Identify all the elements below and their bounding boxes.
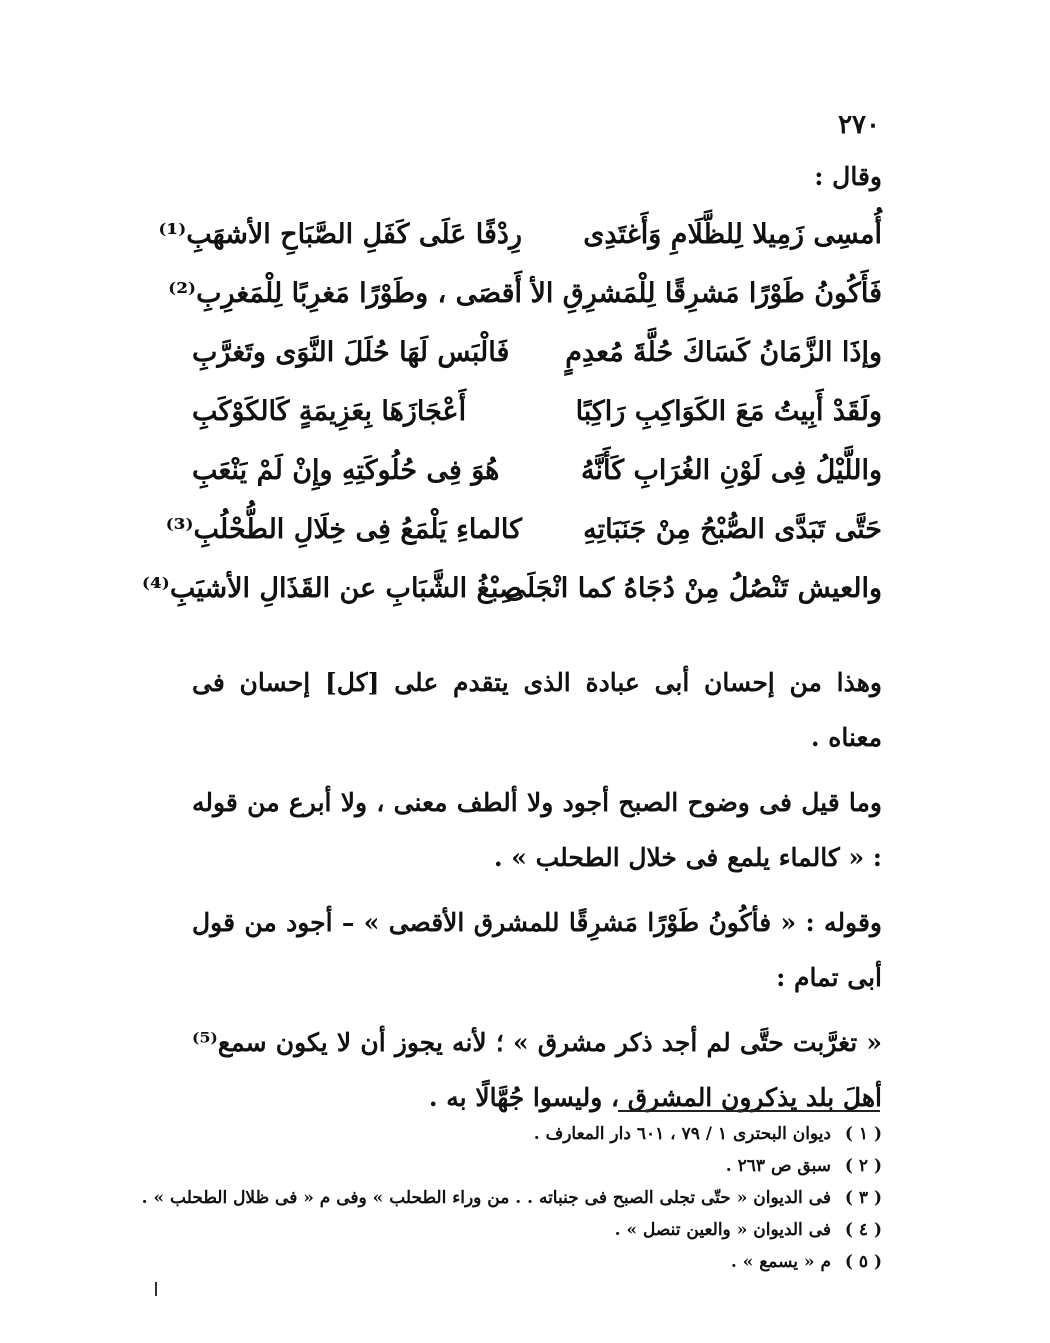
verse-first-hemistich: حَتَّى تَبَدَّى الصُّبْحُ مِنْ جَنَبَاتِهِ bbox=[583, 514, 882, 545]
poem-verse bbox=[192, 441, 882, 500]
footnote bbox=[192, 1118, 882, 1150]
verse-second-hemistich: صِبْغُ الشَّبَابِ عن القَذَالِ الأشيَبِ⁽⁴⁾ bbox=[141, 573, 522, 604]
footnote-number: ( ١ ) bbox=[844, 1124, 882, 1144]
body-paragraph: وقوله : « فأكُونُ طَوْرًا مَشرِقًا للمشرق الأقصى » – أجود من قول أبى تمام : bbox=[192, 908, 882, 992]
margin-mark bbox=[155, 1282, 157, 1296]
poem-intro: وقال : bbox=[814, 162, 882, 191]
verse-second-hemistich: كالماءِ يَلْمَعُ فِى خِلَالِ الطُّحْلُبِ⁽³⁾ bbox=[165, 514, 522, 545]
verse-first-hemistich: فَأَكُونُ طَوْرًا مَشرِقًا لِلْمَشرِقِ الأ bbox=[530, 278, 882, 309]
poem-verse bbox=[165, 500, 882, 559]
verse-first-hemistich: وإذَا الزَّمَانُ كَسَاكَ حُلَّةَ مُعدِمٍ bbox=[565, 337, 882, 368]
footnote-number: ( ٢ ) bbox=[844, 1156, 882, 1176]
footnote-number: ( ٥ ) bbox=[844, 1252, 882, 1272]
footnote-text: ديوان البحترى ١ / ٧٩ ، ٦٠١ دار المعارف . bbox=[533, 1124, 831, 1144]
body-paragraph: « تغرَّبت حتَّى لم أجد ذكر مشرق » ؛ لأنه يجوز أن لا يكون سمع⁽⁵⁾ أهلَ بلد يذكرون المشرق ، وليسوا جُهَّالًا به . bbox=[192, 1028, 882, 1112]
poem-verse bbox=[168, 264, 882, 323]
body-paragraph: وهذا من إحسان أبى عبادة الذى يتقدم على [كل] إحسان فى معناه . bbox=[192, 668, 882, 752]
footnote-text: سبق ص ٢٦٣ . bbox=[725, 1156, 831, 1176]
footnote-text: فى الديوان « حتّى تجلى الصبح فى جنباته . . من وراء الطحلب » وفى م « فى ظلال الطحلب » . bbox=[141, 1188, 831, 1208]
poem-verse bbox=[141, 559, 882, 618]
footnote-text: م « يسمع » . bbox=[730, 1252, 831, 1272]
verse-second-hemistich: رِدْفًا عَلَى كَفَلِ الصَّبَاحِ الأشهَبِ⁽¹⁾ bbox=[158, 219, 522, 250]
verse-first-hemistich: أُمسِى زَمِيلا لِلظَّلَامِ وَأَغتَدِى bbox=[583, 219, 882, 250]
footnote-number: ( ٤ ) bbox=[844, 1220, 882, 1240]
body-paragraph: وما قيل فى وضوح الصبح أجود ولا ألطف معنى ، ولا أبرع من قوله : « كالماء يلمع فى خلال الطحلب » . bbox=[192, 788, 882, 872]
poem bbox=[141, 205, 882, 618]
footnote-divider bbox=[618, 1110, 880, 1112]
poem-verse bbox=[192, 323, 882, 382]
verse-second-hemistich: فَالْبَس لَهَا حُلَلَ النَّوَى وتَغرَّبِ bbox=[192, 337, 510, 368]
page-number: ٢٧٠ bbox=[838, 110, 880, 140]
verse-second-hemistich: أَعْجَازَهَا بِعَزِيمَةٍ كَالكَوْكَبِ bbox=[192, 396, 467, 427]
verse-first-hemistich: واللَّيْلُ فِى لَوْنِ الغُرَابِ كَأَنَّهُ bbox=[581, 455, 882, 486]
verse-second-hemistich: أَقصَى ، وطَوْرًا مَغرِبًا لِلْمَغرِبِ⁽²⁾ bbox=[168, 278, 522, 309]
footnote bbox=[141, 1182, 882, 1214]
footnote bbox=[192, 1214, 882, 1246]
footnotes bbox=[141, 1118, 882, 1278]
poem-verse bbox=[158, 205, 882, 264]
verse-first-hemistich: والعيش تَنْصُلُ مِنْ دُجَاهُ كما انْجَلَى bbox=[504, 573, 882, 604]
footnote bbox=[192, 1150, 882, 1182]
footnote-text: فى الديوان « والعين تنصل » . bbox=[614, 1220, 831, 1240]
footnote bbox=[192, 1246, 882, 1278]
footnote-number: ( ٣ ) bbox=[844, 1188, 882, 1208]
verse-second-hemistich: هُوَ فِى حُلُوكَتِهِ وإِنْ لَمْ يَنْعَبِ bbox=[192, 455, 500, 486]
poem-verse bbox=[192, 382, 882, 441]
verse-first-hemistich: ولَقَدْ أَبِيتُ مَعَ الكَوَاكِبِ رَاكِبًا bbox=[575, 396, 882, 427]
